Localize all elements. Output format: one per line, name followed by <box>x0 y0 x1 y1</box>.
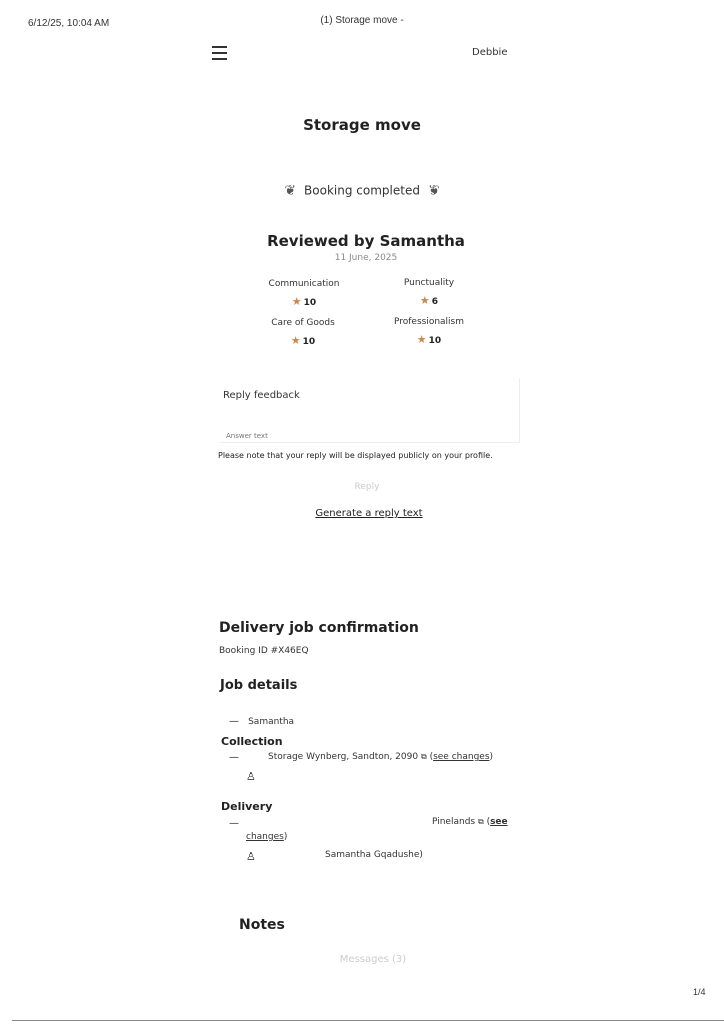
user-name[interactable]: Debbie <box>472 47 508 58</box>
rating-value: 10 <box>302 337 316 347</box>
notes-title: Notes <box>239 917 285 933</box>
star-icon: ★ <box>419 294 430 307</box>
page-title: Storage move <box>303 116 421 134</box>
footer-divider <box>12 1020 724 1021</box>
rating-label: Professionalism <box>393 317 465 327</box>
review-title: Reviewed by Samantha <box>267 232 465 250</box>
reply-input[interactable] <box>226 432 506 440</box>
customer-name: Samantha <box>248 717 295 727</box>
rating-punctuality <box>364 278 494 307</box>
collection-address-row: Storage Wynberg, Sandton, 2090 ⧉ (see changes) <box>268 752 494 762</box>
status-badge <box>0 183 724 199</box>
page-number: 1/4 <box>693 987 706 997</box>
reply-note: Please note that your reply will be displayed publicly on your profile. <box>218 451 493 460</box>
star-icon: ★ <box>291 295 302 308</box>
rating-communication <box>239 279 369 308</box>
rating-value: 10 <box>303 298 317 308</box>
reply-button[interactable]: Reply <box>354 482 380 492</box>
print-page-title: (1) Storage move - <box>320 15 404 26</box>
star-icon: ★ <box>416 333 427 346</box>
dash-icon: — <box>229 752 239 763</box>
rating-value: 6 <box>431 297 439 307</box>
review-date: 11 June, 2025 <box>334 253 398 263</box>
print-date: 6/12/25, 10:04 AM <box>28 18 110 29</box>
person-icon: ♙ <box>246 850 256 863</box>
laurel-left-icon: ❦ <box>284 183 297 199</box>
reply-feedback-label: Reply feedback <box>223 390 300 401</box>
dash-icon: — <box>229 818 239 829</box>
delivery-address-row: Pinelands ⧉ (see <box>432 817 508 827</box>
messages-tab[interactable]: Messages (3) <box>339 954 407 965</box>
external-link-icon[interactable]: ⧉ <box>420 752 427 761</box>
rating-label: Punctuality <box>403 278 455 288</box>
delivery-see-changes-link-part2[interactable]: changes <box>246 832 284 842</box>
delivery-address: Pinelands <box>432 817 476 827</box>
laurel-right-icon: ❦ <box>427 183 440 199</box>
rating-professionalism <box>364 317 494 346</box>
person-icon: ♙ <box>246 770 256 783</box>
generate-reply-link[interactable]: Generate a reply text <box>315 508 423 519</box>
confirmation-title: Delivery job confirmation <box>219 620 419 636</box>
external-link-icon[interactable]: ⧉ <box>477 817 484 826</box>
collection-see-changes-link[interactable]: see changes <box>433 752 490 762</box>
collection-title: Collection <box>221 735 283 748</box>
rating-value: 10 <box>428 336 442 346</box>
rating-label: Communication <box>268 279 340 289</box>
collection-address: Storage Wynberg, Sandton, 2090 <box>268 752 419 762</box>
delivery-contact: Samantha Gqadushe) <box>325 850 423 860</box>
dash-icon: — <box>229 716 239 727</box>
delivery-see-changes-link-part1[interactable]: see <box>490 817 508 827</box>
customer-row <box>229 709 294 728</box>
booking-id: Booking ID #X46EQ <box>219 646 309 656</box>
star-icon: ★ <box>290 334 301 347</box>
delivery-see-changes-cont: changes) <box>246 832 288 842</box>
delivery-title: Delivery <box>221 800 273 813</box>
rating-label: Care of Goods <box>271 318 335 328</box>
job-details-title: Job details <box>220 678 298 693</box>
status-badge-label: Booking completed <box>304 183 420 198</box>
hamburger-menu-icon[interactable] <box>212 46 227 60</box>
rating-care-of-goods <box>238 318 368 347</box>
